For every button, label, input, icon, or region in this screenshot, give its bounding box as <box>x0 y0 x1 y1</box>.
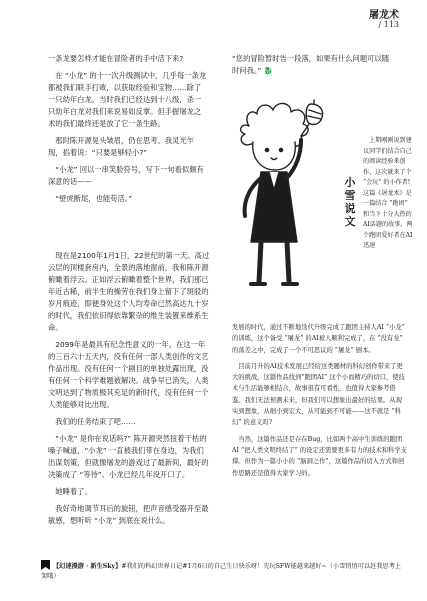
story-paragraph: 在 “小龙” 的十一次升级测试中，几乎每一条龙都被我们联手打败，以获取经验和宝物……除了一只幼年白龙。当时我们已经达到十八级，杀一只幼年白龙对我们来说易如反掌。但手握屠龙之术的我们最终还是放了它一条生路。 <box>48 71 207 128</box>
editor-comment-paragraph: 上期刚刚说到建议同学们结合自己的阅读经验来创作，这次就来了个 “会玩” 的小作者!这篇《屠龙术》是一篇结合 “跑团” 和当下十分大热的AI话题的故事，两个跑团爱好者在AI迅速 <box>363 137 413 249</box>
story-paragraph: 现在是2100年1月1日，22世纪的第一天。高过云层的顶楼套房内，全景的落地窗前，我和陈开源俯瞰着浮云。正如浮云俯瞰着整个世界，我们那已年近古稀，前半生的操劳在我们身上留下了斑驳的岁月痕迹，即便身处这个人均寿命已然高达九十岁的时代，我们依旧得依靠繁杂的维生装置来维系生命。 <box>48 251 210 332</box>
story-column-left-bottom <box>48 250 210 532</box>
footer-handle: 【幻速漫游 · 新生Sky】 <box>53 563 122 570</box>
story-paragraph: “小龙” 回以一串笑脸符号，写下一句看似颇有深意的话—— <box>48 165 204 186</box>
story-column-left-top <box>48 53 208 210</box>
story-paragraph: 我好奇地调节耳后的旋钮，把声音感受器开至最敏感，想听听 “小龙” 到底在说什么。 <box>48 504 209 525</box>
cartoon-illustration <box>221 92 336 307</box>
story-paragraph: “壁虎断尾，也能苟活。” <box>55 194 133 203</box>
editor-comment-column <box>363 136 415 252</box>
column-title: 小雪说文 <box>344 176 356 228</box>
page-number: / 113 <box>378 20 399 29</box>
story-paragraph: “小龙” 是你在说话吗?” 陈开源突然扭着干枯的嗓子喊道，“小龙” 一直被我们带在身边，为我们出谋划策，但就像屠龙的游戏过了最新间，最好的决策成了 “等待”。小龙已经几年没开口了。 <box>48 434 209 479</box>
story-paragraph: 那时陈开源晃头皱眉，仍在思考。我灵光乍现，掐着说：“只要是够轻小?” <box>48 136 194 157</box>
running-header-title: 屠龙术 <box>369 10 399 21</box>
story-paragraph: 一条龙要怎样才能在冒险者的手中活下来? <box>48 54 184 63</box>
editor-comment-paragraph: 发展的时代，通过不断地迭代升级完成了跑团主持人AI “小龙” 的训练，这个备受 “屠龙” 的AI被人顺利完成了，在 “没有龙” 的落差之中，完成了一个不可思议的 “屠龙” 剧本。 <box>232 324 405 354</box>
ribbon-icon <box>41 560 50 570</box>
story-paragraph: 我们的任务结束了吧…… <box>55 417 136 426</box>
editor-comment-paragraph: 目前月升的AI技术发展已经给这类题材的科幻创作带来了更大的挑战，这篇作品找到“跑团AI” 这个小而精巧的切口，使技术与生活能够相结合，故事很有可看性，也值得大家参考借鉴。我们无法预测未来，但我们可以想象出最好的结果。从现实到想象，从细小到宏大，从可能到不可能——这不就是 “科幻” 的意义吗? <box>232 362 405 427</box>
editor-comment-paragraph: 当然，这篇作品还是存在Bug，比如两个高中生训练的跑团AI “把人类文明终结了” 的设定还需要更多有力的技术和科学支撑。但作为一篇小小的 “脑洞之作”，这篇作品的切入方式和创作思路还是值得大家学习的。 <box>232 435 407 477</box>
story-paragraph: 2099年是最具有纪念性意义的一年。在这一年的三百六十五天内，没有任何一部人类创作的文艺作品出现。没有任何一个剧目的单独处露出现，没有任何一个科学难题被解决。战争早已消失，人类文明达到了物质极其充足的新时代，没有任何一个人类能够对比出现。 <box>48 340 209 409</box>
footer-text: #我们的科幻世界日记#1月6日的自己生日快乐呀！先玩SFW能越来越好~（小雪悄悄可以赶我思考上架哦） <box>41 563 401 580</box>
story-paragraph: “您的冒险暂时告一段落，如果有什么问题可以随时问我。” 🐉 <box>232 54 390 75</box>
editor-comment-continued <box>232 322 408 484</box>
reader-comment-footer <box>41 560 401 582</box>
story-column-right-top <box>232 53 392 82</box>
story-paragraph: 她睡着了。 <box>55 487 92 496</box>
